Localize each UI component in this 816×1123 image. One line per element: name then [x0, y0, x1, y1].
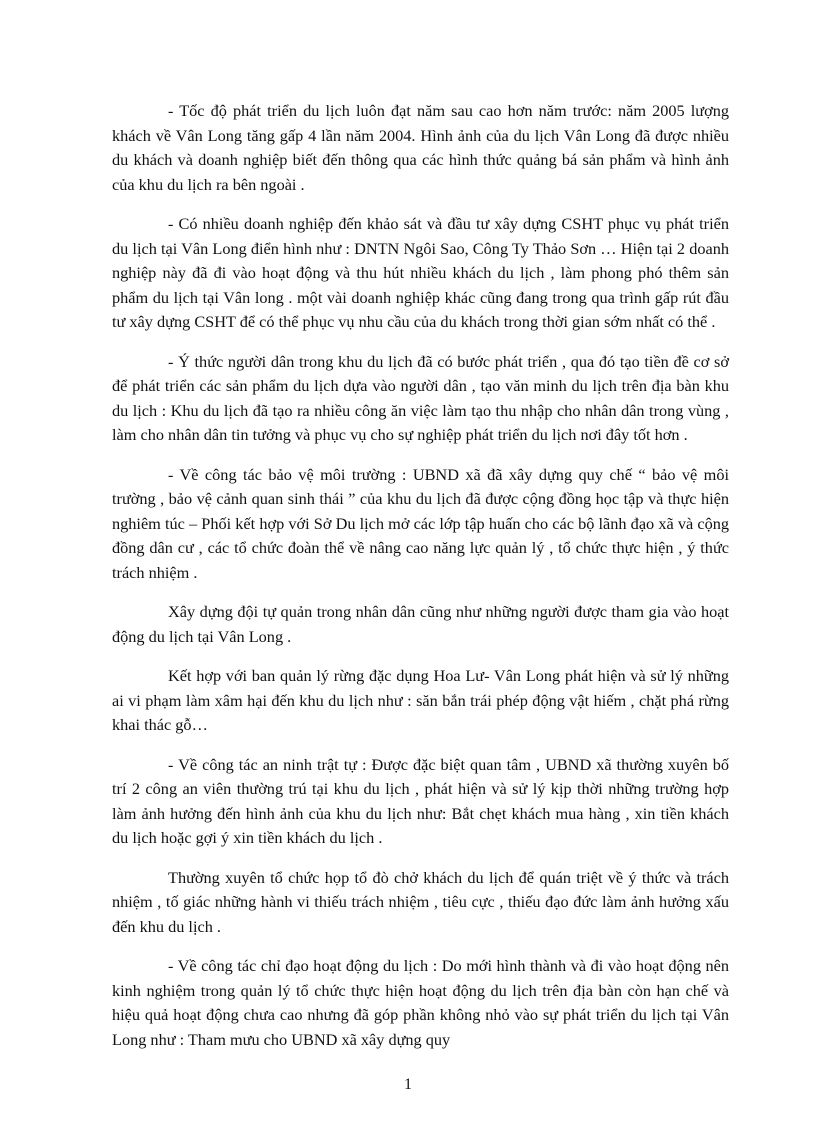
page-number: 1 — [404, 1076, 412, 1093]
paragraph-tourism-growth: - Tốc độ phát triển du lịch luôn đạt năm sau cao hơn năm trước: năm 2005 lượng khách về Vân Long tăng gấp 4 lần năm 2004. Hình ảnh của du lịch Vân Long đã được nhiều du khách và doanh nghiệp biết đến thông qua các hình thức quảng bá sản phẩm và hình ảnh của khu du lịch ra bên ngoài . — [112, 101, 729, 194]
paragraph-self-management-team: Xây dựng đội tự quản trong nhân dân cũng như những người được tham gia vào hoạt động du lịch tại Vân Long . — [112, 602, 729, 646]
paragraph-tourism-direction: - Về công tác chỉ đạo hoạt động du lịch : Do mới hình thành và đi vào hoạt động nên kinh nghiệm trong quản lý tổ chức thực hiện hoạt động du lịch trên địa bàn còn hạn chế và hiệu quả hoạt động chưa cao nhưng đã góp phần không nhỏ vào sự phát triển du lịch tại Vân Long như : Tham mưu cho UBND xã xây dựng quy — [112, 956, 729, 1049]
paragraph-business-investment: - Có nhiều doanh nghiệp đến khảo sát và đầu tư xây dựng CSHT phục vụ phát triển du lịch tại Vân Long điển hình như : DNTN Ngôi Sao, Công Ty Thảo Sơn … Hiện tại 2 doanh nghiệp này đã đi vào hoạt động và thu hút nhiều khách du lịch , làm phong phó thêm sản phẩm du lịch tại Vân long . một vài doanh nghiệp khác cũng đang trong qua trình gấp rút đầu tư xây dựng CSHT để có thể phục vụ nhu cầu của du khách trong thời gian sớm nhất có thể . — [112, 214, 729, 331]
paragraph-forest-management: Kết hợp với ban quản lý rừng đặc dụng Hoa Lư- Vân Long phát hiện và sử lý những ai vi phạm làm xâm hại đến khu du lịch như : săn bắn trái phép động vật hiếm , chặt phá rừng khai thác gỗ… — [112, 666, 729, 734]
paragraph-environment-protection: - Về công tác bảo vệ môi trường : UBND xã đã xây dựng quy chế “ bảo vệ môi trường , bảo vệ cảnh quan sinh thái ” của khu du lịch đã được cộng đồng học tập và thực hiện nghiêm túc – Phối kết hợp với Sở Du lịch mở các lớp tập huấn cho các bộ lãnh đạo xã và cộng đồng dân cư , các tổ chức đoàn thể về nâng cao năng lực quản lý , tổ chức thực hiện , ý thức trách nhiệm . — [112, 464, 729, 582]
paragraph-boat-meetings: Thường xuyên tổ chức họp tổ đò chở khách du lịch để quán triệt về ý thức và trách nhiệm , tố giác những hành vi thiếu trách nhiệm , tiêu cực , thiếu đạo đức làm ảnh hưởng xấu đến khu du lịch . — [112, 867, 729, 936]
document-body — [112, 99, 729, 1067]
paragraph-security-order: - Về công tác an ninh trật tự : Được đặc biệt quan tâm , UBND xã thường xuyên bố trí 2 công an viên thường trú tại khu du lịch , phát hiện và sử lý kịp thời những trường hợp làm ảnh hưởng đến hình ảnh của khu du lịch như: Bắt chẹt khách mua hàng , xin tiền khách du lịch hoặc gợi ý xin tiền khách du lịch . — [112, 754, 729, 847]
paragraph-resident-awareness: - Ý thức người dân trong khu du lịch đã có bước phát triển , qua đó tạo tiền đề cơ sở để phát triển các sản phẩm du lịch dựa vào người dân , tạo văn minh du lịch trên địa bàn khu du lịch : Khu du lịch đã tạo ra nhiều công ăn việc làm tạo thu nhập cho nhân dân trong vùng , làm cho nhân dân tin tưởng và phục vụ cho sự nghiệp phát triển du lịch nơi đây tốt hơn . — [112, 351, 729, 444]
